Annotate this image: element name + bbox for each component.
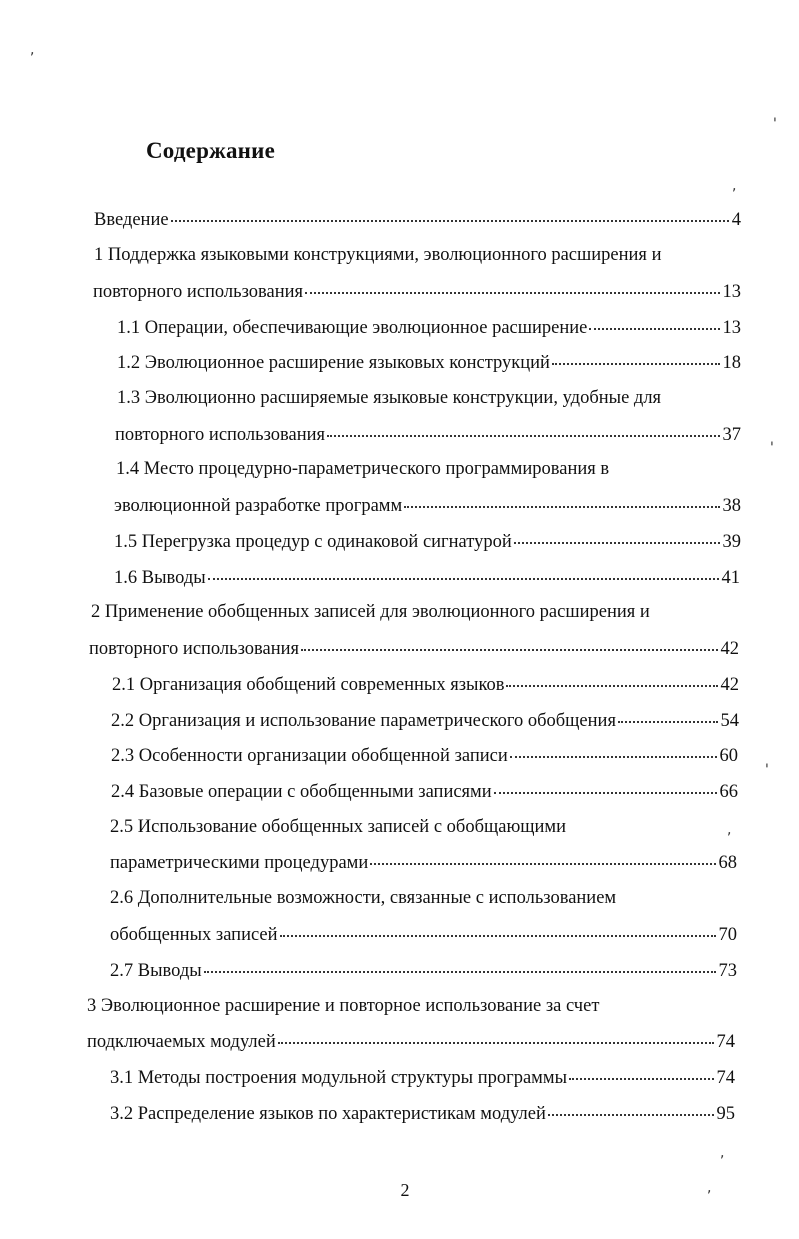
dot-leader [204, 955, 716, 973]
dot-leader [506, 669, 717, 687]
scan-speck: ' [765, 762, 769, 778]
toc-entry-page: 66 [719, 782, 738, 802]
dot-leader [278, 1026, 714, 1044]
toc-entry-text: повторного использования [89, 639, 300, 659]
toc-entry-text: подключаемых модулей [87, 1032, 276, 1052]
dot-leader [589, 312, 719, 330]
toc-entry-page: 4 [731, 210, 741, 230]
toc-entry-text: 2.5 Использование обобщенных записей с обобщающими [110, 817, 567, 837]
toc-entry-page: 73 [718, 961, 737, 981]
toc-entry [94, 243, 741, 267]
toc-entry-text: 1 Поддержка языковыми конструкциями, эволюционного расширения и [94, 245, 662, 265]
toc-entry-text: 2.3 Особенности организации обобщенной записи [111, 746, 508, 766]
dot-leader [327, 419, 719, 437]
toc-entry [116, 457, 741, 481]
toc-entry-page: 74 [716, 1032, 735, 1052]
toc-entry [111, 779, 738, 804]
dot-leader [280, 919, 716, 937]
toc-entry-text: 1.6 Выводы [114, 568, 206, 588]
toc-entry-page: 38 [722, 496, 741, 516]
toc-entry [117, 315, 741, 340]
page-title: Содержание [146, 138, 275, 163]
toc-entry [94, 207, 741, 232]
scan-speck: ' [773, 116, 777, 132]
dot-leader [618, 705, 718, 723]
dot-leader [171, 204, 729, 222]
toc-entry [91, 600, 739, 624]
scan-speck: , [720, 1145, 725, 1161]
toc-entry [114, 565, 740, 590]
dot-leader [494, 776, 717, 794]
dot-leader [552, 347, 720, 365]
toc-entry [111, 743, 738, 768]
toc-entry-text: параметрическими процедурами [110, 853, 369, 873]
toc-entry [110, 1101, 735, 1126]
toc-entry-page: 37 [722, 425, 741, 445]
toc-entry [110, 815, 738, 839]
toc-entry [110, 886, 737, 910]
toc-entry-page: 39 [722, 532, 741, 552]
toc-entry-page: 13 [722, 282, 741, 302]
toc-entry-text: 1.5 Перегрузка процедур с одинаковой сигнатурой [114, 532, 512, 552]
toc-entry [114, 493, 741, 518]
toc-entry-page: 74 [716, 1068, 735, 1088]
page-number: 2 [400, 1180, 410, 1200]
toc-entry-text: эволюционной разработке программ [114, 496, 403, 516]
toc-entry [110, 958, 737, 983]
toc-entry-text: 3.2 Распределение языков по характеристикам модулей [110, 1104, 546, 1124]
toc-entry-page: 41 [721, 568, 740, 588]
toc-entry-text: обобщенных записей [110, 925, 278, 945]
toc-entry [110, 1065, 735, 1090]
toc-entry [89, 636, 739, 661]
toc-entry [112, 672, 739, 697]
dot-leader [301, 633, 717, 651]
toc-entry-text: повторного использования [93, 282, 304, 302]
toc-entry [117, 386, 741, 410]
toc-entry-page: 42 [720, 639, 739, 659]
toc-entry-page: 18 [722, 353, 741, 373]
toc-entry-text: 3.1 Методы построения модульной структуры программы [110, 1068, 568, 1088]
scan-speck: , [707, 1180, 712, 1196]
dot-leader [548, 1098, 714, 1116]
toc-entry-page: 60 [719, 746, 738, 766]
dot-leader [370, 847, 715, 865]
toc-entry-text: 1.2 Эволюционное расширение языковых конструкций [117, 353, 550, 373]
toc-entry-text: 1.4 Место процедурно-параметрического программирования в [116, 459, 610, 479]
scan-speck: , [732, 178, 737, 194]
toc-entry [87, 1029, 735, 1054]
toc-entry-text: 2.7 Выводы [110, 961, 202, 981]
toc-entry-text: Введение [94, 210, 169, 230]
dot-leader [510, 740, 717, 758]
toc-entry-text: 1.1 Операции, обеспечивающие эволюционное расширение [117, 318, 588, 338]
dot-leader [305, 276, 719, 294]
toc-entry-text: 2 Применение обобщенных записей для эволюционного расширения и [91, 602, 650, 622]
dot-leader [208, 562, 719, 580]
toc-entry [117, 350, 741, 375]
toc-entry-page: 95 [716, 1104, 735, 1124]
toc-entry-page: 68 [718, 853, 737, 873]
toc-entry-text: 1.3 Эволюционно расширяемые языковые конструкции, удобные для [117, 388, 662, 408]
dot-leader [404, 490, 719, 508]
scan-speck: , [30, 42, 35, 58]
scan-speck: ' [770, 440, 774, 456]
toc-entry [115, 422, 741, 447]
toc-entry-text: повторного использования [115, 425, 326, 445]
toc-entry-text: 2.1 Организация обобщений современных языков [112, 675, 505, 695]
toc-entry-page: 13 [722, 318, 741, 338]
toc-entry-page: 42 [720, 675, 739, 695]
toc-entry-text: 2.6 Дополнительные возможности, связанные с использованием [110, 888, 617, 908]
toc-entry-text: 3 Эволюционное расширение и повторное использование за счет [87, 996, 600, 1016]
toc-entry-page: 70 [718, 925, 737, 945]
toc-entry [93, 279, 741, 304]
dot-leader [569, 1062, 713, 1080]
toc-entry [110, 850, 737, 875]
dot-leader [514, 526, 720, 544]
toc-entry [111, 708, 739, 733]
toc-entry [110, 922, 737, 947]
toc-entry-page: 54 [720, 711, 739, 731]
toc-entry-text: 2.4 Базовые операции с обобщенными записями [111, 782, 492, 802]
toc-entry [114, 529, 741, 554]
toc-entry-text: 2.2 Организация и использование параметрического обобщения [111, 711, 616, 731]
toc-entry [87, 994, 735, 1018]
scan-speck: , [727, 822, 732, 838]
